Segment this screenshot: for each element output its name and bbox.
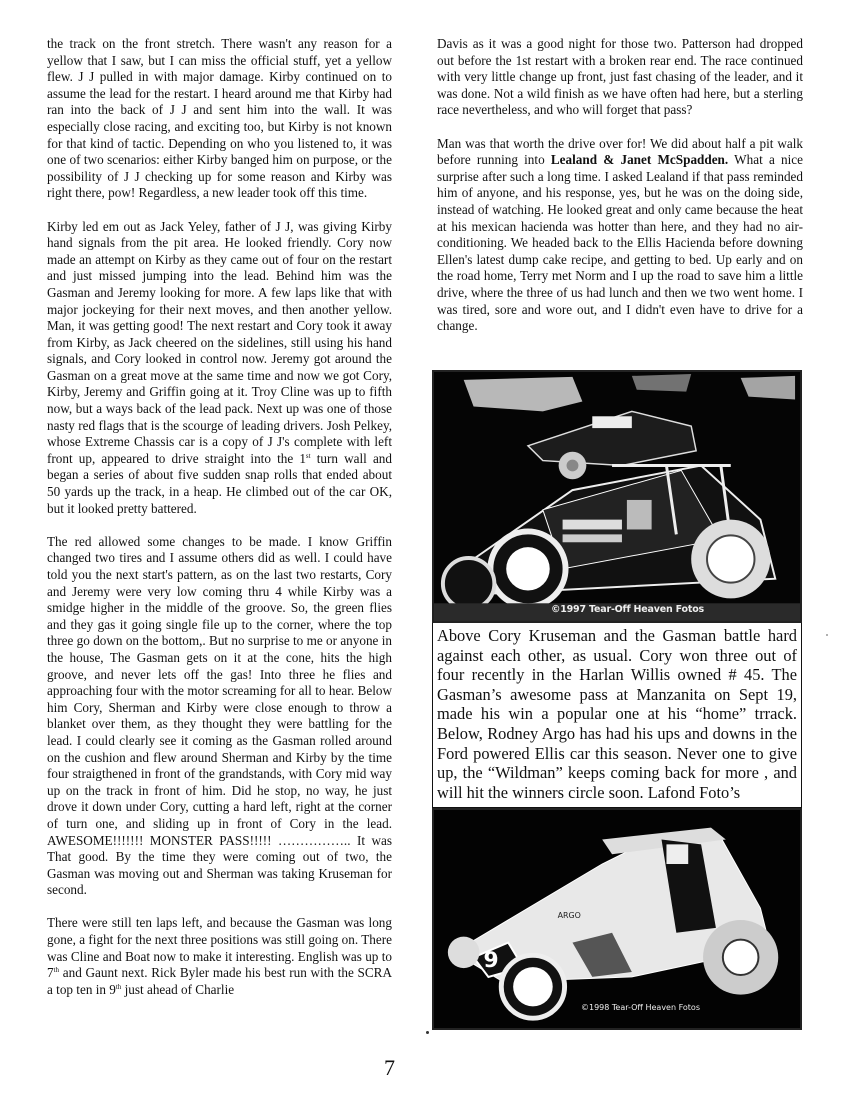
superscript: th bbox=[115, 982, 122, 991]
photo-graphic bbox=[434, 372, 800, 621]
photo-credit: ©1997 Tear-Off Heaven Fotos bbox=[550, 604, 704, 615]
sprint-cars-racing-photo bbox=[432, 370, 802, 623]
bold-names: Lealand & Janet McSpadden. bbox=[550, 152, 729, 168]
scan-speck bbox=[826, 634, 828, 636]
paragraph-text: just ahead of Charlie bbox=[121, 981, 235, 997]
paragraph bbox=[47, 915, 392, 998]
paragraph: Davis as it was a good night for those two. Patterson had dropped out before the 1st restart with a broken rear end. The race continued with very little change up front, just fast chasing of the leader, and it was done. Not a wild finish as we have often had here, but a sterling race nevertheless, and who will forget that pass? bbox=[437, 36, 803, 118]
scan-speck bbox=[426, 1031, 429, 1034]
paragraph-text: and Gaunt next. Rick Byler made his best run with the SCRA a top ten in 9 bbox=[47, 965, 392, 997]
paragraph bbox=[47, 219, 392, 518]
paragraph: the track on the front stretch. There wasn't any reason for a yellow that I saw, but I can miss the official stuff, yet a yellow flew. J J pulled in with major damage. Kirby continued on to assume the lead for the restart. I heard around me that Kirby had ran into the back of J J and sent him into the wall. It was especially close racing, and exciting too, but Kirby is not known for that kind of tactic. Depending on who you listened to, it was one of two scenarios: either Kirby banged him on purpose, or the possibility of J J checking up for some reason and Kirby was right there, pow! Regardless, a new leader took off this time. bbox=[47, 36, 392, 201]
paragraph-text: There were still ten laps left, and because the Gasman was long gone, a fight for the next three positions was still going on. There was Cline and Boat now to make it interesting. English was up to 7 bbox=[47, 915, 392, 981]
paragraph-text: Man was that worth the drive over for! We did about half a pit walk before running into bbox=[437, 135, 803, 168]
left-column bbox=[47, 36, 392, 1015]
page-number: 7 bbox=[384, 1055, 395, 1080]
paragraph-text: turn wall and began a series of about five sudden snap rolls that ended about 50 yards up the track, in a heap. He climbed out of the car OK, but it looked pretty battered. bbox=[47, 450, 392, 516]
photo-caption-box bbox=[432, 623, 802, 808]
superscript: th bbox=[53, 966, 60, 975]
sprint-car-number-9-photo bbox=[432, 808, 802, 1030]
svg-text:9: 9 bbox=[483, 948, 499, 974]
caption-text: Above Cory Kruseman and the Gasman battle hard against each other, as usual. Cory won three out of four recently in the Harlan Willis owned # 45. The Gasman’s awesome pass at Manzanita on Sept 19, made his win a popular one at his “home” trrack. Below, Rodney Argo has had his ups and downs in the Ford powered Ellis car this season. Never one to give up, the “Wildman” keeps coming back for more , and will hit the winners circle soon. Lafond Foto’s bbox=[437, 626, 797, 802]
paragraph: The red allowed some changes to be made. I know Griffin changed two tires and I assume others did as well. I could have told you the next start's pattern, as on the last two restarts, Cory and Jeremy were very low coming thru 4 while Kirby was a smidge higher in the middle of the groove. So, the green flies and they gas it going single file up to the corner, where the top three go down on the bottom,. But no surprise to me or anyone in the house, The Gasman gets on it at the cone, hits the high groove, and never lets off the gas! Into three he flies and approaching four with the motor screaming for all to hear. Below him Cory, Sherman and Kirby were close enough to throw a blanket over them, as they thought they were battling for the lead. I could clearly see it coming as the Gasman rolled around on the cushion and flew around Sherman and Kirby by the time four straigthened in front of the grandstands, with Cory mid way up on the track in front of him. Did he stop, no way, he just drove it down under Cory, cutting a hard left, right at the corner of turn one, and sliding up in front of Cory in the lead. AWESOME!!!!!!! MONSTER PASS!!!!! …………….. It was That good. By the time they were coming out of two, the Gasman was moving out and Sherman was taking Kruseman for second. bbox=[47, 533, 392, 898]
paragraph bbox=[437, 136, 803, 335]
photo-graphic bbox=[434, 810, 800, 1028]
right-column bbox=[437, 36, 803, 351]
paragraph-text: What a nice surprise after such a long time. I asked Lealand if that pass reminded him of anyone, and his response, yes, but he was on the doing side, instead of watching. He looked great and only came because the heat at his mexican hacienda was hotter than here, and they had no air-conditioning. We headed back to the Ellis Hacienda before downing Ellen's latest dump cake recipe, and getting to bed. Up early and on the road home, Terry met Norm and I up the road to save him a little drive, where the three of us had lunch and then we two went home. I was tired, sore and wore out, and I didn't even have to drive for a change. bbox=[437, 152, 804, 334]
superscript: st bbox=[305, 451, 311, 460]
paragraph-text: Kirby led em out as Jack Yeley, father of J J, was giving Kirby hand signals from the pit area. He looked friendly. Cory now made an attempt on Kirby as they came out of four on the restart and just missed jumping into the lead. Behind him was the Gasman and Jeremy looking for more. A few laps like that with major jockeying for their next moves, and then another yellow. Man, it was getting good! The next restart and Cory took it away from Kirby, as Jack cheered on the sidelines, still using his hand signals, and Cory looked in control now. Jeremy got around the Gasman on a great move at the same time and now we got Cory, Kirby, Jeremy and Griffin going at it. Troy Cline was up to fifth now, but a ways back of the lead pack. Next up was one of those nasty red flags that is the scourge of leading drivers. Josh Pelkey, whose Extreme Chassis car is a copy of J J's complete with left front up, appeared to drive straight into the 1 bbox=[47, 218, 392, 466]
svg-text:ARGO: ARGO bbox=[557, 911, 581, 921]
photo-credit: ©1998 Tear-Off Heaven Fotos bbox=[580, 1003, 700, 1012]
